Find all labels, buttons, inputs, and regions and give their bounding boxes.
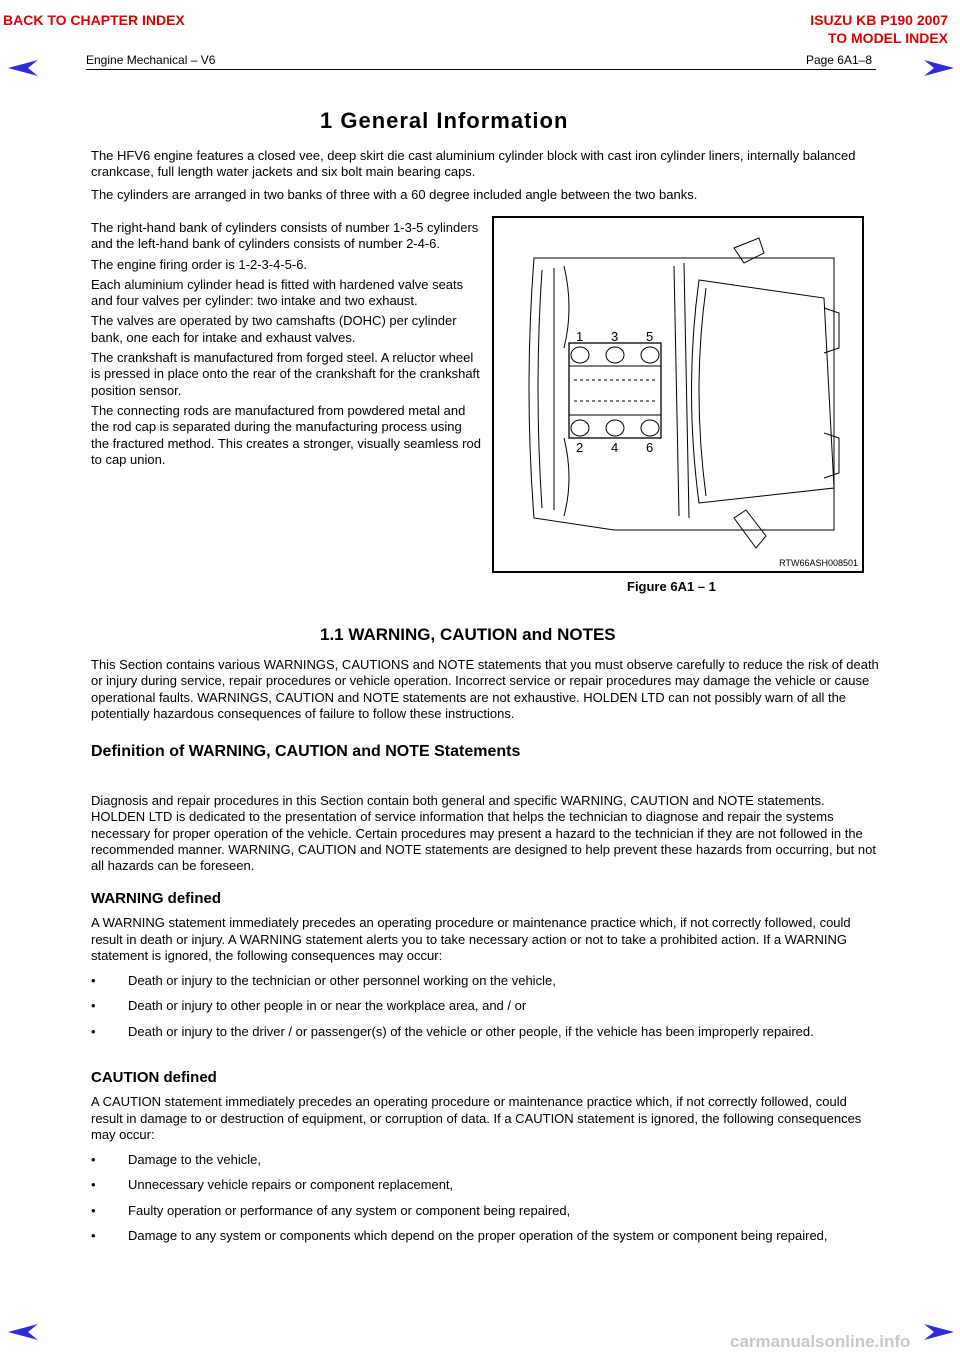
description-paragraph: The crankshaft is manufactured from forged steel. A reluctor wheel is pressed in place onto the rear of the crankshaft for the crankshaft position sensor. <box>91 350 480 398</box>
cylinder-4-icon <box>606 420 624 436</box>
cylinder-label-6: 6 <box>646 440 654 455</box>
warning-bullet-text: Death or injury to other people in or near the workplace area, and / or <box>128 998 527 1014</box>
cylinder-1-icon <box>571 347 589 363</box>
caution-paragraph: A CAUTION statement immediately precedes an operating procedure or maintenance practice which, if not correctly followed, could result in damage to or destruction of equipment, or corruption of data. If a CAUTION statement is ignored, the following consequences may occur: <box>91 1094 862 1142</box>
previous-page-arrow-icon[interactable] <box>6 58 40 78</box>
caution-bullet-text: Faulty operation or performance of any system or component being repaired, <box>128 1202 571 1218</box>
to-model-index-link[interactable]: TO MODEL INDEX <box>827 30 948 46</box>
description-paragraph: The valves are operated by two camshafts (DOHC) per cylinder bank, one each for intake and exhaust valves. <box>91 313 457 345</box>
header-rule <box>86 69 876 70</box>
intro-paragraph-1: The HFV6 engine features a closed vee, deep skirt die cast aluminium cylinder block with cast iron cylinder liners, internally balanced crankcase, full length water jackets and six bolt main bearing caps. <box>91 148 856 180</box>
bullet-icon: • <box>91 998 96 1014</box>
bullet-icon: • <box>91 1152 96 1168</box>
definition-block <box>91 793 881 874</box>
next-page-arrow-bottom-icon[interactable] <box>922 1322 956 1342</box>
warning-bullet <box>91 973 881 989</box>
section-title-general-information: 1 General Information <box>320 108 569 133</box>
running-header-title: Engine Mechanical – V6 <box>86 53 216 67</box>
intro-paragraph-2: The cylinders are arranged in two banks of three with a 60 degree included angle between the two banks. <box>91 186 698 202</box>
bullet-icon: • <box>91 1023 96 1039</box>
caution-bullet-text: Damage to any system or components which depend on the proper operation of the system or component being repaired, <box>128 1228 828 1244</box>
cylinder-label-4: 4 <box>611 440 619 455</box>
cylinder-label-1: 1 <box>576 329 584 344</box>
vehicle-engine-bay-drawing <box>494 218 862 571</box>
intro-block <box>91 148 881 203</box>
engine-description-column <box>91 220 483 468</box>
bullet-icon: • <box>91 1228 96 1244</box>
figure-caption: Figure 6A1 – 1 <box>627 579 716 594</box>
previous-page-arrow-bottom-icon[interactable] <box>6 1322 40 1342</box>
description-paragraph: Each aluminium cylinder head is fitted with hardened valve seats and four valves per cylinder: two intake and two exhaust. <box>91 276 464 309</box>
cylinder-6-icon <box>641 420 659 436</box>
warning-bullet-text: Death or injury to the technician or other personnel working on the vehicle, <box>128 973 556 989</box>
bullet-icon: • <box>91 973 96 989</box>
engine-layout-figure <box>492 216 864 573</box>
caution-block <box>91 1070 881 1244</box>
caution-heading: CAUTION defined <box>91 1069 217 1086</box>
section-1-1-intro <box>91 657 881 722</box>
caution-bullet-text: Unnecessary vehicle repairs or component replacement, <box>128 1177 454 1193</box>
cylinder-3-icon <box>606 347 624 363</box>
warning-bullet <box>91 1024 881 1040</box>
definition-heading: Definition of WARNING, CAUTION and NOTE Statements <box>91 743 521 760</box>
caution-bullet <box>91 1177 881 1193</box>
section-title-warning-caution-notes: 1.1 WARNING, CAUTION and NOTES <box>320 625 616 644</box>
caution-bullet <box>91 1203 881 1219</box>
back-to-chapter-index-link[interactable]: BACK TO CHAPTER INDEX <box>3 12 185 28</box>
caution-bullet <box>91 1152 881 1168</box>
section-1-1-paragraph: This Section contains various WARNINGS, CAUTIONS and NOTE statements that you must observe carefully to reduce the risk of death or injury during service, repair procedures or vehicle operation. Incorrect service or repair procedures may damage the vehicle or cause operational faults. WARNINGS, CAUTION and NOTE statements are not exhaustive. HOLDEN LTD can not possibly warn of all the potentially hazardous consequences of failure to follow these instructions. <box>91 657 879 721</box>
description-paragraph: The connecting rods are manufactured from powdered metal and the rod cap is separated during the manufacturing process using the fractured method. This creates a stronger, visually seamless rod to cap union. <box>91 402 481 467</box>
next-page-arrow-icon[interactable] <box>922 58 956 78</box>
warning-paragraph: A WARNING statement immediately precedes an operating procedure or maintenance practice which, if not correctly followed, could result in death or injury. A WARNING statement alerts you to take necessary action or not to take a prohibited action. If a WARNING statement is ignored, the following consequences may occur: <box>91 915 851 963</box>
watermark-text: carmanualsonline.info <box>730 1332 911 1351</box>
figure-image-id: RTW66ASH008501 <box>779 558 858 568</box>
definition-paragraph: Diagnosis and repair procedures in this Section contain both general and specific WARNING, CAUTION and NOTE statements. HOLDEN LTD is dedicated to the presentation of service information that helps the technician to diagnose and repair the systems necessary for proper operation of the vehicle. Certain procedures may present a hazard to the technician if they are not followed in the recommended manner. WARNING, CAUTION and NOTE statements are designed to help prevent these hazards from occurring, but not all hazards can be foreseen. <box>91 793 876 874</box>
description-paragraph: The engine firing order is 1-2-3-4-5-6. <box>91 256 308 272</box>
caution-bullet-text: Damage to the vehicle, <box>128 1152 261 1168</box>
cylinder-label-3: 3 <box>611 329 619 344</box>
model-title-link[interactable]: ISUZU KB P190 2007 <box>810 12 948 28</box>
caution-bullet <box>91 1228 881 1244</box>
cylinder-2-icon <box>571 420 589 436</box>
warning-heading: WARNING defined <box>91 890 221 907</box>
page-number: Page 6A1–8 <box>805 53 872 67</box>
cylinder-label-5: 5 <box>646 329 654 344</box>
cylinder-5-icon <box>641 347 659 363</box>
bullet-icon: • <box>91 1202 96 1218</box>
warning-bullet-text: Death or injury to the driver / or passenger(s) of the vehicle or other people, if the vehicle has been improperly repaired. <box>128 1023 814 1039</box>
description-paragraph: The right-hand bank of cylinders consists of number 1-3-5 cylinders and the left-hand bank of cylinders consists of number 2-4-6. <box>91 220 479 252</box>
cylinder-label-2: 2 <box>576 440 584 455</box>
warning-block <box>91 891 881 1040</box>
warning-bullet <box>91 998 881 1014</box>
bullet-icon: • <box>91 1177 96 1193</box>
